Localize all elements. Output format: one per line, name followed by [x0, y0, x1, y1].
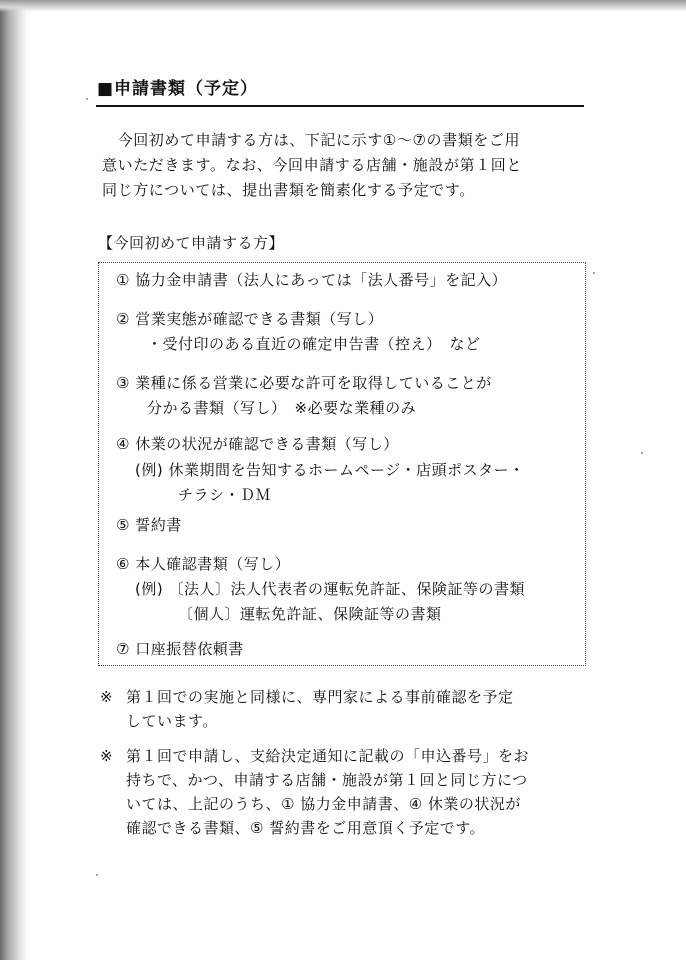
- note-1: [100, 685, 514, 733]
- note-1-line: ※ 第１回での実施と同様に、専門家による事前確認を予定: [100, 685, 514, 709]
- doc-item-2-detail: ・受付印のある直近の確定申告書（控え） など: [147, 335, 481, 353]
- doc-item-4-example-cont: チラシ・ＤＭ: [178, 486, 272, 504]
- note-mark: ※: [100, 747, 114, 765]
- doc-item-3-detail: 分かる書類（写し） ※必要な業種のみ: [147, 399, 417, 417]
- note-2-line: 確認できる書類、⑤ 誓約書をご用意頂く予定です。: [126, 819, 486, 837]
- intro-line: 意いただきます。なお、今回申請する店舗・施設が第１回と: [102, 156, 523, 174]
- scan-speck: [593, 272, 595, 274]
- section-heading: ■申請書類（予定）: [97, 79, 259, 99]
- intro-paragraph: [102, 128, 522, 203]
- intro-line: 同じ方については、提出書類を簡素化する予定です。: [102, 181, 475, 199]
- intro-line: 今回初めて申請する方は、下記に示す①～⑦の書類をご用: [102, 131, 521, 149]
- page-top-shadow: [0, 0, 686, 12]
- scan-speck: [96, 874, 98, 876]
- scan-speck: [641, 452, 643, 454]
- note-2: [100, 744, 529, 840]
- doc-item-5: ⑤ 誓約書: [116, 516, 182, 534]
- scan-speck: [86, 98, 88, 100]
- doc-item-4: ④ 休業の状況が確認できる書類（写し）: [116, 435, 399, 453]
- doc-item-3: ③ 業種に係る営業に必要な許可を取得していることが: [116, 374, 492, 392]
- subheading-first-time-applicants: 【今回初めて申請する方】: [98, 234, 285, 252]
- note-2-line: 持ちで、かつ、申請する店舗・施設が第１回と同じ方につ: [126, 771, 528, 789]
- note-mark: ※: [100, 688, 114, 706]
- note-2-line: いては、上記のうち、① 協力金申請書、④ 休業の状況が: [126, 795, 521, 813]
- heading-underline: [96, 105, 584, 107]
- page-edge-shadow: [0, 0, 26, 960]
- note-2-line: ※ 第１回で申請し、支給決定通知に記載の「申込番号」をお: [100, 744, 529, 768]
- doc-item-1: ① 協力金申請書（法人にあっては「法人番号」を記入）: [116, 271, 508, 289]
- doc-item-2: ② 営業実態が確認できる書類（写し）: [116, 310, 384, 328]
- doc-item-7: ⑦ 口座振替依頼書: [116, 640, 244, 658]
- doc-item-6: ⑥ 本人確認書類（写し）: [116, 555, 291, 573]
- doc-item-6-corporate: (例) 〔法人〕法人代表者の運転免許証、保険証等の書類: [135, 580, 525, 598]
- note-1-line: しています。: [126, 712, 218, 730]
- doc-item-4-example: (例) 休業期間を告知するホームページ・店頭ポスター・: [135, 461, 525, 479]
- doc-item-6-individual: 〔個人〕運転免許証、保険証等の書類: [178, 605, 442, 623]
